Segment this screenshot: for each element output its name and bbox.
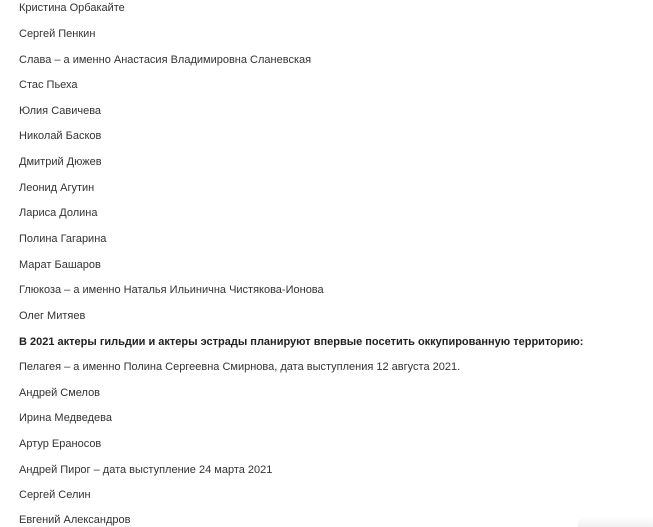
list-item: Глюкоза – а именно Наталья Ильинична Чистякова-Ионова — [19, 284, 324, 296]
corner-shadow — [578, 517, 653, 527]
list-item: Николай Басков — [19, 130, 102, 142]
list-item: Леонид Агутин — [19, 182, 95, 194]
list-item: Марат Башаров — [19, 259, 101, 271]
list-item: Слава – а именно Анастасия Владимировна Сланевская — [19, 54, 312, 66]
list-item: Андрей Пирог – дата выступление 24 марта 2021 — [19, 464, 273, 476]
list-item: Стас Пьеха — [19, 79, 78, 91]
list-item: Кристина Орбакайте — [19, 2, 125, 14]
list-item: Лариса Долина — [19, 207, 98, 219]
list-item: Юлия Савичева — [19, 105, 102, 117]
list-item: Евгений Александров — [19, 514, 131, 526]
list-item: Сергей Селин — [19, 489, 91, 501]
list-item: Андрей Смелов — [19, 387, 101, 399]
list-item: Ирина Медведева — [19, 412, 112, 424]
list-item: Пелагея – а именно Полина Сергеевна Смирнова, дата выступления 12 августа 2021. — [19, 361, 461, 373]
list-item: Сергей Пенкин — [19, 28, 96, 40]
list-item: Дмитрий Дюжев — [19, 156, 102, 168]
list-item: Полина Гагарина — [19, 233, 107, 245]
list-item: Артур Ераносов — [19, 438, 102, 450]
list-item: Олег Митяев — [19, 310, 86, 322]
section-heading: В 2021 актеры гильдии и актеры эстрады планируют впервые посетить оккупированную территорию: — [19, 336, 584, 348]
